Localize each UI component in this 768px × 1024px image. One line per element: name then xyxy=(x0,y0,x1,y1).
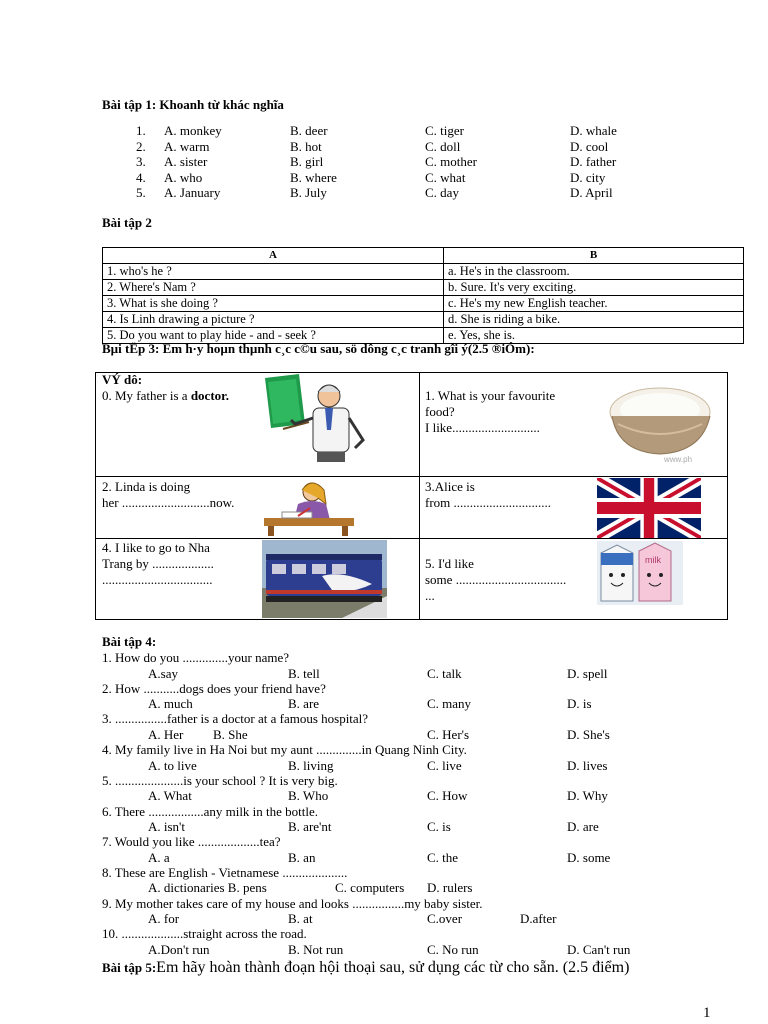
answer-option: B. an xyxy=(288,849,316,865)
example-answer: doctor. xyxy=(190,388,229,403)
item-number: 3. xyxy=(136,154,146,169)
answer-option: D. She's xyxy=(567,726,610,742)
q5-line3: ... xyxy=(425,588,435,603)
question-text: 3. ................father is a doctor at a famous hospital? xyxy=(102,711,369,727)
answer-option: A.say xyxy=(148,665,178,681)
ex4-title: Bài tập 4: xyxy=(102,634,157,649)
answer-option: C. is xyxy=(427,819,451,834)
question-cell: 4. Is Linh drawing a picture ? xyxy=(103,312,444,328)
answer-option: D. Can't run xyxy=(567,941,631,957)
milk-cartons-illustration xyxy=(597,541,683,605)
item-number: 4. xyxy=(136,169,146,185)
answer-option: A.Don't run xyxy=(148,941,210,957)
question-text: 7. Would you like ...................tea? xyxy=(102,834,281,850)
table-row xyxy=(103,280,744,296)
answer-option: A. a xyxy=(148,849,170,865)
answer-cell: d. She is riding a bike. xyxy=(444,312,744,328)
answer-option: B. July xyxy=(290,185,327,200)
answer-option: B. at xyxy=(288,911,313,927)
milk-carton-label: milk xyxy=(645,555,661,565)
table-row xyxy=(103,312,744,328)
answer-option: A. who xyxy=(164,169,203,185)
answer-option: A. January xyxy=(164,185,221,200)
answer-option: C. No run xyxy=(427,941,479,957)
answer-option: D. lives xyxy=(567,757,608,773)
q3-line1: 3.Alice is xyxy=(425,479,475,494)
answer-option: D.after xyxy=(520,911,557,927)
q2-line2: her ...........................now. xyxy=(102,495,235,510)
column-header-a: A xyxy=(103,248,444,264)
answer-option: D. Why xyxy=(567,788,608,804)
answer-cell: e. Yes, she is. xyxy=(444,328,744,344)
answer-option: B. are'nt xyxy=(288,819,332,834)
table-row xyxy=(103,264,744,280)
example-label: VÝ dô: xyxy=(102,372,143,387)
answer-option: C. live xyxy=(427,757,462,773)
answer-option: B. are xyxy=(288,696,320,712)
answer-option: C. doll xyxy=(425,138,461,154)
question-text: 6. There .................any milk in the bottle. xyxy=(102,803,319,819)
page-number: 1 xyxy=(703,1005,711,1021)
question-text: 8. These are English - Vietnamese .................... xyxy=(102,864,348,880)
rice-bowl-photo xyxy=(598,374,726,464)
answer-option: A. sister xyxy=(164,154,208,169)
answer-option: D. city xyxy=(570,169,606,185)
q2-line1: 2. Linda is doing xyxy=(102,479,191,494)
q4-line3: .................................. xyxy=(102,572,213,587)
answer-option: D. cool xyxy=(570,138,609,154)
answer-option: D. is xyxy=(567,696,592,712)
answer-option: B. girl xyxy=(290,154,324,169)
uk-flag-image xyxy=(597,478,701,538)
question-text: 1. How do you ..............your name? xyxy=(102,650,290,665)
column-header-b: B xyxy=(444,248,744,264)
answer-option: C.over xyxy=(427,911,463,927)
answer-option: C. tiger xyxy=(425,123,464,138)
answer-option: C. How xyxy=(427,788,468,804)
grid-divider xyxy=(419,372,420,619)
answer-option: A. for xyxy=(148,911,180,927)
item-number: 2. xyxy=(136,138,146,154)
q5-line2: some .................................. xyxy=(425,572,567,587)
q1-line1: 1. What is your favourite xyxy=(425,388,556,403)
question-text: 2. How ...........dogs does your friend have? xyxy=(102,680,326,696)
answer-option: A. monkey xyxy=(164,123,222,138)
answer-option: C. day xyxy=(425,185,459,200)
answer-option: C. mother xyxy=(425,154,477,169)
question-cell: 1. who's he ? xyxy=(103,264,444,280)
question-text: 5. .....................is your school ? It is very big. xyxy=(102,772,338,788)
question-text: 10. ...................straight across the road. xyxy=(102,926,307,942)
q3-line2: from .............................. xyxy=(425,495,552,510)
q4-line2: Trang by ................... xyxy=(102,556,214,571)
example-sentence xyxy=(102,388,229,403)
answer-option: D. whale xyxy=(570,123,617,138)
answer-option: B. where xyxy=(290,169,337,185)
question-cell: 2. Where's Nam ? xyxy=(103,280,444,296)
answer-option: A. What xyxy=(148,788,192,804)
doctor-illustration xyxy=(265,374,375,464)
answer-option: D. spell xyxy=(567,665,608,681)
question-text: 9. My mother takes care of my house and looks ................my baby sister. xyxy=(102,895,483,911)
answer-option: A. Her xyxy=(148,726,184,742)
answer-option: A. warm xyxy=(164,138,210,154)
answer-option: B. Who xyxy=(288,788,329,804)
answer-option: B. She xyxy=(213,726,248,742)
q4-line1: 4. I like to go to Nha xyxy=(102,540,210,555)
example-text: 0. My father is a xyxy=(102,388,191,403)
ex5-label: Bài tập 5: xyxy=(102,960,157,975)
answer-cell: a. He's in the classroom. xyxy=(444,264,744,280)
answer-option: A. isn't xyxy=(148,819,186,834)
answer-option: C. computers xyxy=(335,880,405,896)
answer-option: D. are xyxy=(567,819,599,834)
answer-option: B. tell xyxy=(288,665,320,681)
answer-option: C. what xyxy=(425,169,466,185)
question-text: 4. My family live in Ha Noi but my aunt ..............in Quang Ninh City. xyxy=(102,742,467,758)
answer-option: C. the xyxy=(427,849,459,865)
answer-option: B. Not run xyxy=(288,941,344,957)
girl-homework-illustration xyxy=(262,478,356,536)
q5-line1: 5. I'd like xyxy=(425,556,474,571)
ex2-title: Bài tập 2 xyxy=(102,215,152,230)
ex5-heading xyxy=(102,958,629,978)
answer-option: C. talk xyxy=(427,665,462,681)
grid-divider xyxy=(95,476,727,477)
ex3-title: Bµi tËp 3: Em h·y hoµn thµnh c¸c c©u sau, sö dông c¸c tranh gîi ý(2.5 ®iÓm): xyxy=(102,341,535,356)
question-cell: 5. Do you want to play hide - and - seek ? xyxy=(103,328,444,344)
table-row xyxy=(103,296,744,312)
rice-watermark: www.ph xyxy=(664,455,693,464)
answer-option: B. living xyxy=(288,757,334,773)
answer-option: A. dictionaries B. pens xyxy=(148,880,267,896)
answer-option: A. much xyxy=(148,696,193,712)
answer-option: C. many xyxy=(427,696,472,712)
answer-cell: b. Sure. It's very exciting. xyxy=(444,280,744,296)
question-cell: 3. What is she doing ? xyxy=(103,296,444,312)
train-photo xyxy=(262,540,387,618)
grid-divider xyxy=(95,538,727,539)
item-number: 1. xyxy=(136,123,146,138)
answer-option: D. father xyxy=(570,154,617,169)
answer-option: B. hot xyxy=(290,138,322,154)
q1-line3: I like........................... xyxy=(425,420,540,435)
answer-option: C. Her's xyxy=(427,726,470,742)
answer-option: D. rulers xyxy=(427,880,473,896)
answer-option: A. to live xyxy=(148,757,197,773)
answer-option: D. April xyxy=(570,185,613,200)
item-number: 5. xyxy=(136,185,146,200)
ex1-title: Bài tập 1: Khoanh từ khác nghĩa xyxy=(102,97,284,112)
ex5-instruction: Em hãy hoàn thành đoạn hội thoại sau, sử dụng các từ cho sẵn. (2.5 điểm) xyxy=(156,959,630,976)
q1-line2: food? xyxy=(425,404,455,419)
answer-cell: c. He's my new English teacher. xyxy=(444,296,744,312)
answer-option: B. deer xyxy=(290,123,328,138)
ex2-matching-table xyxy=(102,247,744,344)
answer-option: D. some xyxy=(567,849,611,865)
